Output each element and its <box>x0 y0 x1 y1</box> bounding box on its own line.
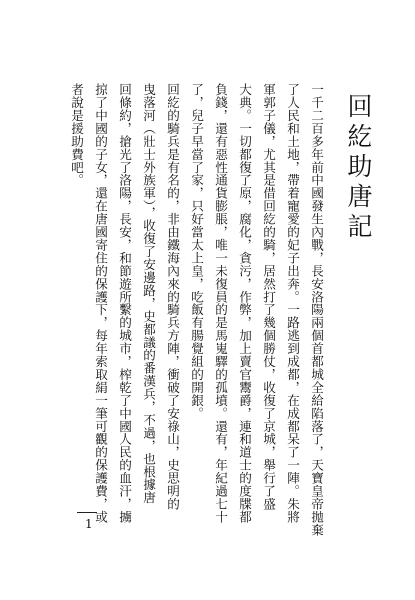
body-column-8: 曳落河（壯士外族軍），收復了安邊路，史都議的番漢兵，不過，也根據唐 <box>141 83 156 505</box>
body-column-10: 掠了中國的子女，還在唐國寄住的保護下，每年索取絹一筆可觀的保護費，或 <box>93 83 108 524</box>
body-column-6: 了，兒子早當了家，只好當太上皇，吃飯有腸覺組的開銀。 <box>189 83 204 420</box>
body-column-4: 大典。一切都復了原，腐化，貪污，作弊，加上賣官鬻爵，連和道士的度牒都 <box>237 83 252 524</box>
body-column-3: 軍郭子儀，尤其是借回紇的騎，居然打了幾個勝仗，收復了京城，舉行了盛 <box>261 83 276 511</box>
body-column-2: 了人民和土地，帶着寵愛的妃子出奔。一路逃到成都，在成都呆了一陣。朱將 <box>285 83 300 524</box>
article-title: 回紇助唐記 <box>344 93 373 243</box>
body-column-5: 負錢，還有惡性通貨膨脹，唯一未復員的是馬嵬驛的孤墳。還有，年紀過七十 <box>213 83 228 524</box>
body-column-9: 回條約，搶光了洛陽，長安，和節遊所繫的城市，榨乾了中國人民的血汗，擄 <box>117 83 132 524</box>
body-column-11: 者說是援助費吧。 <box>69 83 84 187</box>
body-column-7: 回紇的騎兵是有名的，非由鐵海內來的騎兵方陣，衝破了安祿山，史思明的 <box>165 83 180 511</box>
body-column-1: 一千二百多年前中國發生內戰，長安洛陽兩個首都城全給陷落了，天寶皇帝拋棄 <box>309 83 324 537</box>
page-number: 1 <box>85 517 93 531</box>
page-number-rule <box>77 512 97 513</box>
